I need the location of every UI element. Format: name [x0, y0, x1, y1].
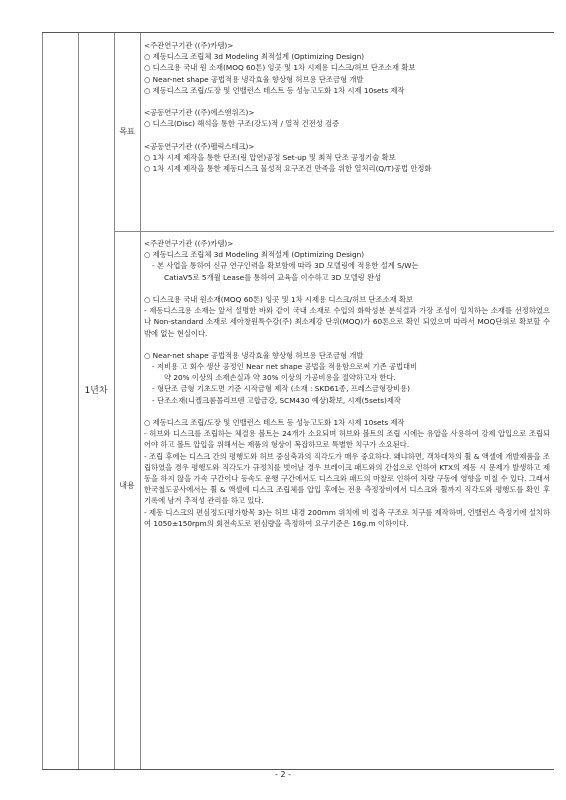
goal-line: ○ 제동디스크 조립체 3d Modeling 최적설계 (Optimizing Design): [144, 52, 365, 62]
content-paragraph: - 조립 후에는 디스크 간의 평행도와 허브 중심축과의 직각도가 매우 중요하다. 왜냐하면, 객차대차의 휠 & 액셀에 개발제품을 조립하였을 경우 평행도와 직각도가 규정치를 벗어날 경우 브레이크 패드와의 간섭으로 인하여 KTX의 제동 시 문제가 발생하고 제동을 하지 않을 가속 구간이나 등속도 운행 구간에서도 디스크와 패드의 마찰로 인하여 차량 구동에 영향을 미칠 수 있다. 그래서 한국철도공사에서는 휠 & 액셀에 디스크 조립체를 압입 후에는 전용 측정장비에서 디스크와 휠까지 직각도와 평행도를 확인 후 기록에 남겨 추적성 관리를 하고 있다.: [144, 451, 550, 506]
goal-line: <주관연구기관 ((주)카템)>: [144, 41, 234, 50]
label-column-divider: [114, 33, 115, 769]
content-line: ○ 디스크용 국내 원소재(MOQ 60톤) 잉곳 및 1차 시제용 디스크/허브 단조소재 확보: [144, 294, 414, 304]
content-label: 내용: [119, 481, 135, 490]
goal-section: [144, 40, 550, 174]
goal-line: [144, 130, 550, 141]
content-paragraph: - 허브와 디스크를 조립하는 체결용 볼트는 24개가 소요되며 허브와 볼트의 조립 시에는 유압을 사용하여 강제 압입으로 조립되어야 하고 볼트 압입을 위해서는 제품의 형상이 복잡하므로 특별한 치구가 소요된다.: [144, 429, 550, 450]
content-line: CatiaV5로 5개월 Lease를 통하여 교육을 이수하고 3D 모델링 완성: [164, 272, 382, 282]
content-section: [144, 238, 550, 529]
goal-line: ○ Near-net shape 공법적용 냉각효율 향상형 허브용 단조금형 개발: [144, 74, 364, 84]
content-line: 약 20% 이상의 소재손실과 약 30% 이상의 가공비용을 절약하고자 한다.: [164, 373, 396, 383]
content-line: - 본 사업을 통하여 신규 연구인력을 확보함에 따라 3D 모델링에 적용한 설계 S/W는: [152, 261, 419, 271]
goal-line: <공동연구기관 ((주)펠릭스테크)>: [144, 141, 255, 151]
goal-line: ○ 디스크용 국내 원 소재(MOQ 60톤) 잉곳 및 1차 시제용 디스크/허브 단조소재 확보: [144, 63, 416, 73]
goal-line: <공동연구기관 ((주)에스앤위즈)>: [144, 108, 255, 118]
content-paragraph: - 제동 디스크의 편심정도(평가항목 3)는 허브 내경 200mm 위치에 비 접촉 구조로 치구를 제작하며, 언밸런스 측정기에 설치하여 1050±150rpm의 회전속도로 편심량을 측정하여 요구기준은 16g.m 이하이다.: [144, 507, 550, 528]
year-label: 1년차: [84, 386, 108, 396]
content-line: ○ 제동디스크 조립체 3d Modeling 최적설계 (Optimizing Design): [144, 250, 365, 260]
content-line: ○ 제동디스크 조립/도장 및 언밸런스 테스트 등 성능고도화 1차 시제 10sets 제작: [144, 418, 405, 428]
year-column-divider: [78, 33, 79, 769]
content-column-divider: [140, 33, 141, 769]
content-line: ○ Near-net shape 공법적용 냉각효율 향상형 허브용 단조금형 개발: [144, 350, 364, 360]
goal-line: [144, 96, 550, 107]
table-left-border: [42, 33, 43, 769]
content-line: <주관연구기관 ((주)카템)>: [144, 239, 234, 248]
goal-label: 목표: [119, 127, 135, 136]
content-paragraph: - 제동디스크용 소재는 앞서 설명한 바와 같이 국내 소재로 수입의 화학성분 분석결과 가장 조성이 일치하는 소재를 선정하였으나 Non-standard 소재로 세아창원특수강(주) 최소제강 단위(MOQ)가 60톤으로 확인 되었으며 따라서 MOQ단위로 확보할 수밖에 없는 현실이다.: [144, 306, 550, 338]
content-line: - 단조소재(니켈크롬몰리브덴 고합금강, SCM430 예상)확보, 시제(5sets)제작: [152, 395, 401, 405]
content-line: - 형단조 금형 기초도면 기준 시작금형 제작 (소재 : SKD61종, 프레스금형장비용): [152, 384, 410, 394]
goal-content-divider: [114, 231, 554, 232]
plan-table: [42, 32, 554, 770]
content-line: - 저비용 고 회수 생산 공정인 Near net shape 공법을 적용함으로써 기존 공법대비: [152, 362, 418, 372]
goal-line: ○ 디스크(Disc) 해석을 통한 구조(강도)적 / 열적 건전성 검증: [144, 119, 340, 129]
page-number: - 2 -: [275, 770, 291, 779]
goal-line: ○ 제동디스크 조립/도장 및 언밸런스 테스트 등 성능고도화 1차 시제 10sets 제작: [144, 85, 405, 95]
goal-line: ○ 1차 시제 제작을 통한 단조(링 압연)공정 Set-up 및 최적 단조 공정기술 확보: [144, 152, 396, 162]
goal-line: ○ 1차 시제 제작을 통한 제동디스크 물성적 요구조건 만족을 위한 열처리(Q/T)공법 안정화: [144, 164, 432, 174]
